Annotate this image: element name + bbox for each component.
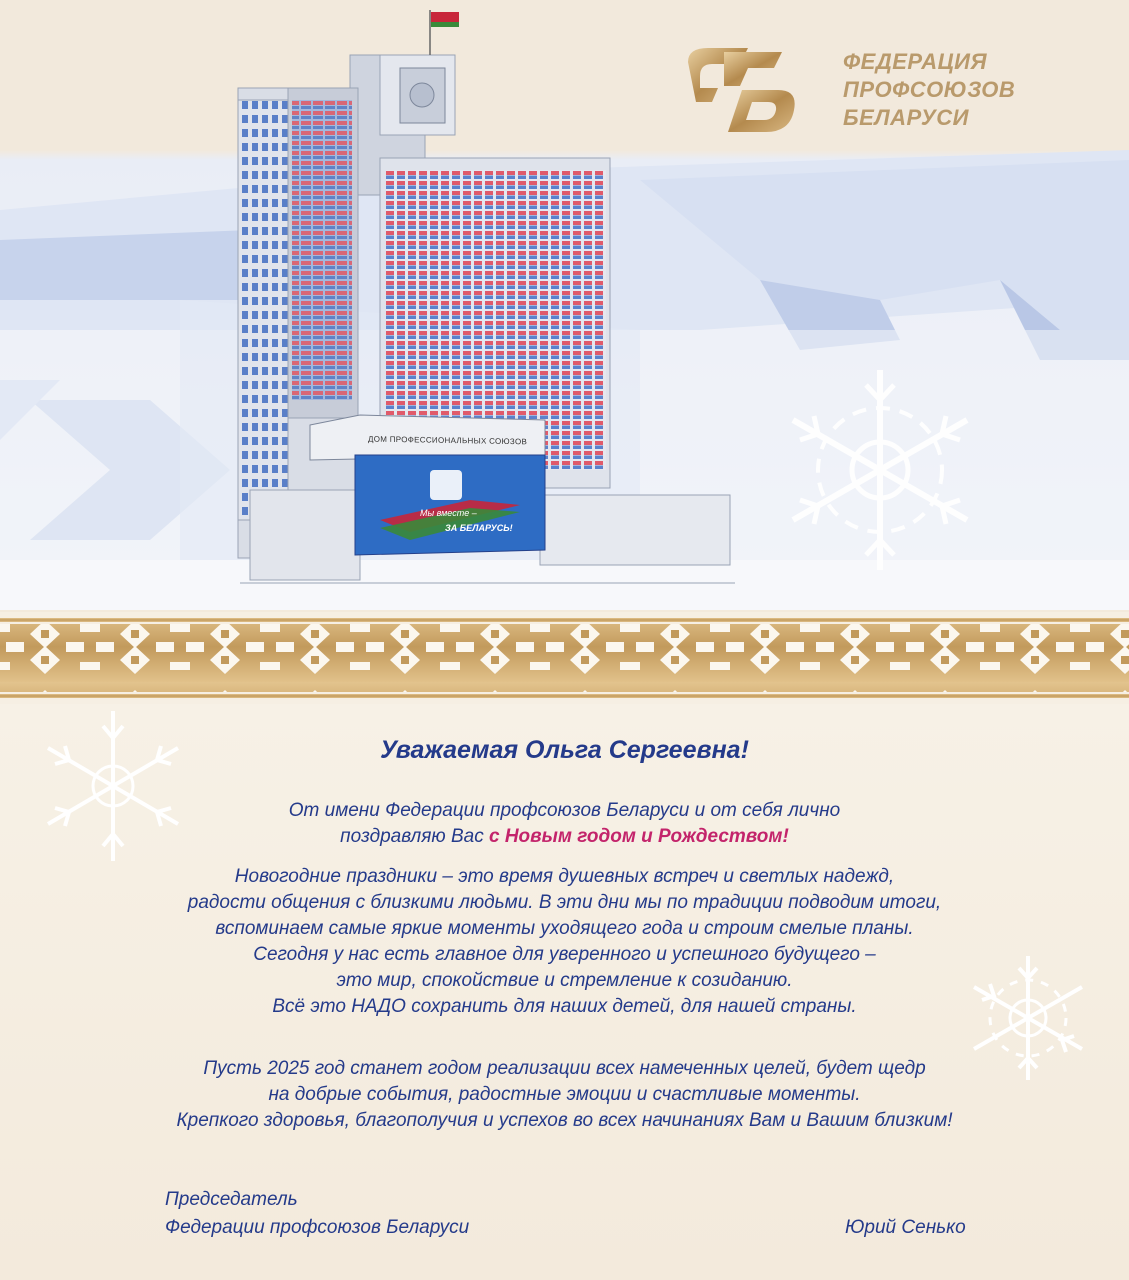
signature-title — [165, 1186, 469, 1242]
signature-title-line-2: Федерации профсоюзов Беларуси — [165, 1217, 470, 1238]
intro-line-2 — [0, 824, 1129, 850]
intro-line-1: От имени Федерации профсоюзов Беларуси и от себя лично — [288, 800, 841, 821]
wish-line: Крепкого здоровья, благополучия и успехов во всех начинаниях Вам и Вашим близким! — [176, 1110, 953, 1131]
intro-line-2-text: поздравляю Вас — [340, 826, 489, 847]
body-line: радости общения с близкими людьми. В эти дни мы по традиции подводим итоги, — [187, 892, 942, 913]
logo-line-1: ФЕДЕРАЦИЯ — [843, 49, 987, 74]
holiday-highlight: с Новым годом и Рождеством! — [488, 826, 789, 847]
intro-paragraph — [0, 798, 1129, 850]
building-sign: ДОМ ПРОФЕССИОНАЛЬНЫХ СОЮЗОВ — [368, 434, 528, 447]
belarusian-ornament — [0, 612, 1129, 704]
wish-paragraph — [0, 1056, 1129, 1134]
ornament-band — [0, 612, 1129, 704]
body-paragraph — [0, 864, 1129, 1020]
fpb-logo-text — [843, 48, 1083, 132]
fpb-logo-icon — [678, 42, 806, 142]
body-line: вспоминаем самые яркие моменты уходящего года и строим смелые планы. — [215, 918, 914, 939]
wish-line: Пусть 2025 год станет годом реализации всех намеченных целей, будет щедр — [203, 1058, 926, 1079]
body-line: Всё это НАДО сохранить для наших детей, для нашей страны. — [272, 996, 857, 1017]
greeting-heading: Уважаемая Ольга Сергеевна! — [380, 736, 749, 764]
signature-title-line-1: Председатель — [165, 1189, 298, 1210]
body-line: Новогодние праздники – это время душевных встреч и светлых надежд, — [234, 866, 895, 887]
body-line: это мир, спокойствие и стремление к созиданию. — [336, 970, 793, 991]
signature-name: Юрий Сенько — [845, 1217, 966, 1238]
body-line: Сегодня у нас есть главное для уверенного и успешного будущего – — [253, 944, 876, 965]
screen-slogan-line-2: ЗА БЕЛАРУСЬ! — [445, 523, 513, 533]
wish-line: на добрые события, радостные эмоции и счастливые моменты. — [268, 1084, 861, 1105]
hero-illustration — [0, 0, 1129, 610]
screen-slogan-line-1: Мы вместе – — [420, 508, 477, 518]
logo-line-3: БЕЛАРУСИ — [843, 105, 969, 130]
logo-line-2: ПРОФСОЮЗОВ — [843, 77, 1016, 102]
